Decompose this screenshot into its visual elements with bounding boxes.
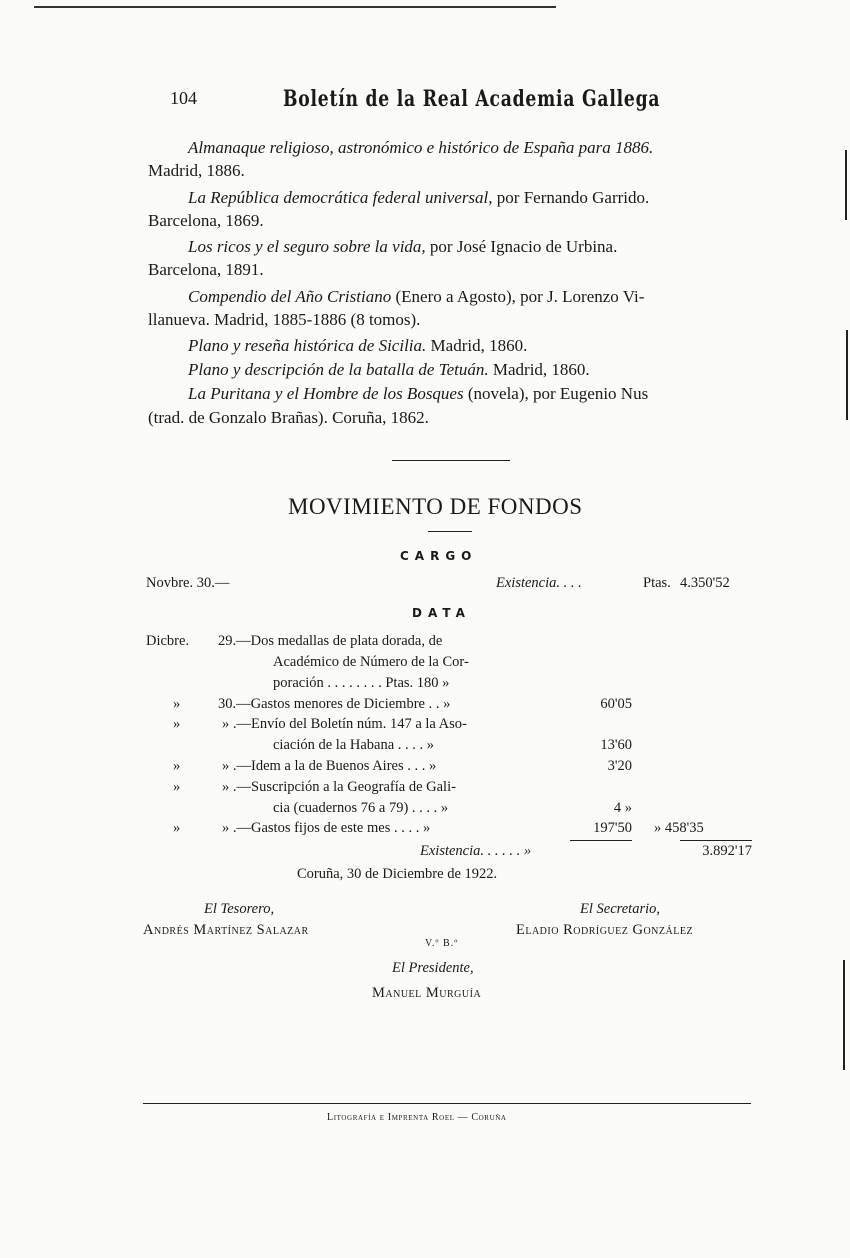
scan-edge-mark bbox=[845, 150, 847, 220]
subtotal-rule bbox=[570, 840, 632, 841]
bib-entry-4: Compendio del Año Cristiano (Enero a Agosto), por J. Lorenzo Vi- bbox=[188, 287, 645, 306]
treasurer-name: Andrés Martínez Salazar bbox=[143, 922, 309, 938]
scan-edge-mark bbox=[843, 960, 845, 1070]
ledger-line: cia (cuadernos 76 a 79) . . . . » bbox=[273, 800, 449, 816]
cargo-currency: Ptas. bbox=[643, 575, 671, 591]
footer-rule bbox=[143, 1103, 751, 1104]
ditto-mark: » bbox=[173, 820, 181, 836]
scan-edge-mark bbox=[846, 330, 848, 420]
treasurer-title: El Tesorero, bbox=[204, 901, 275, 917]
ledger-line: 29.—Dos medallas de plata dorada, de bbox=[218, 633, 443, 649]
bib-entry-4-cont: llanueva. Madrid, 1885-1886 (8 tomos). bbox=[148, 310, 421, 329]
cargo-concept: Existencia. . . . bbox=[496, 575, 582, 591]
page-number: 104 bbox=[170, 88, 197, 108]
secretary-title: El Secretario, bbox=[580, 901, 660, 917]
total-rule bbox=[680, 840, 752, 841]
ledger-total: » 458'35 bbox=[654, 820, 704, 836]
bib-entry-7-cont: (trad. de Gonzalo Brañas). Coruña, 1862. bbox=[148, 408, 429, 427]
bib-entry-7: La Puritana y el Hombre de los Bosques (novela), por Eugenio Nus bbox=[188, 384, 649, 403]
ledger-line: » .—Idem a la de Buenos Aires . . . » bbox=[222, 758, 437, 774]
ditto-mark: » bbox=[173, 758, 181, 774]
ledger-line: Académico de Número de la Cor- bbox=[273, 654, 469, 670]
secretary-name: Eladio Rodríguez González bbox=[516, 922, 694, 938]
data-month: Dicbre. bbox=[146, 633, 190, 649]
ditto-mark: » bbox=[173, 716, 181, 732]
existencia-label: Existencia. . . . . . » bbox=[420, 843, 532, 859]
ledger-amount: 60'05 bbox=[600, 696, 632, 712]
running-title: Boletín de la Real Academia Gallega bbox=[283, 86, 661, 112]
cargo-label: CARGO bbox=[400, 549, 478, 563]
bib-entry-3: Los ricos y el seguro sobre la vida, por José Ignacio de Urbina. bbox=[188, 237, 618, 256]
bib-entry-1-cont: Madrid, 1886. bbox=[148, 161, 245, 180]
ledger-amount: 13'60 bbox=[600, 737, 632, 753]
president-title: El Presidente, bbox=[392, 960, 474, 976]
bib-entry-5: Plano y reseña histórica de Sicilia. Madrid, 1860. bbox=[188, 336, 528, 355]
ditto-mark: » bbox=[173, 779, 181, 795]
ditto-mark: » bbox=[173, 696, 181, 712]
existencia-amount: 3.892'17 bbox=[702, 843, 752, 859]
bib-entry-6: Plano y descripción de la batalla de Tetuán. Madrid, 1860. bbox=[188, 360, 590, 379]
cargo-amount: 4.350'52 bbox=[680, 575, 730, 591]
ledger-amount: 4 » bbox=[613, 800, 632, 816]
bib-entry-2: La República democrática federal universal, por Fernando Garrido. bbox=[188, 188, 650, 207]
ledger-line: poración . . . . . . . . Ptas. 180 » bbox=[273, 675, 450, 691]
section-title: MOVIMIENTO DE FONDOS bbox=[288, 494, 583, 519]
section-separator bbox=[392, 460, 510, 461]
bib-entry-1: Almanaque religioso, astronómico e histórico de España para 1886. bbox=[188, 138, 654, 157]
cargo-date: Novbre. 30.— bbox=[146, 575, 230, 591]
ledger-line: ciación de la Habana . . . . » bbox=[273, 737, 435, 753]
data-label: DATA bbox=[412, 606, 471, 620]
president-name: Manuel Murguía bbox=[372, 985, 482, 1001]
bib-entry-3-cont: Barcelona, 1891. bbox=[148, 260, 264, 279]
printer-imprint: Litografía e Imprenta Roel — Coruña bbox=[327, 1112, 507, 1123]
visto-bueno: V.º B.º bbox=[425, 938, 459, 949]
ledger-line: 30.—Gastos menores de Diciembre . . » bbox=[218, 696, 451, 712]
place-date: Coruña, 30 de Diciembre de 1922. bbox=[297, 866, 498, 882]
title-underline bbox=[428, 531, 472, 532]
ledger-line: » .—Gastos fijos de este mes . . . . » bbox=[222, 820, 431, 836]
ledger-amount: 197'50 bbox=[593, 820, 632, 836]
ledger-line: » .—Suscripción a la Geografía de Gali- bbox=[222, 779, 456, 795]
ledger-amount: 3'20 bbox=[607, 758, 632, 774]
top-rule bbox=[34, 6, 556, 8]
bib-entry-2-cont: Barcelona, 1869. bbox=[148, 211, 264, 230]
ledger-line: » .—Envío del Boletín núm. 147 a la Aso- bbox=[222, 716, 467, 732]
